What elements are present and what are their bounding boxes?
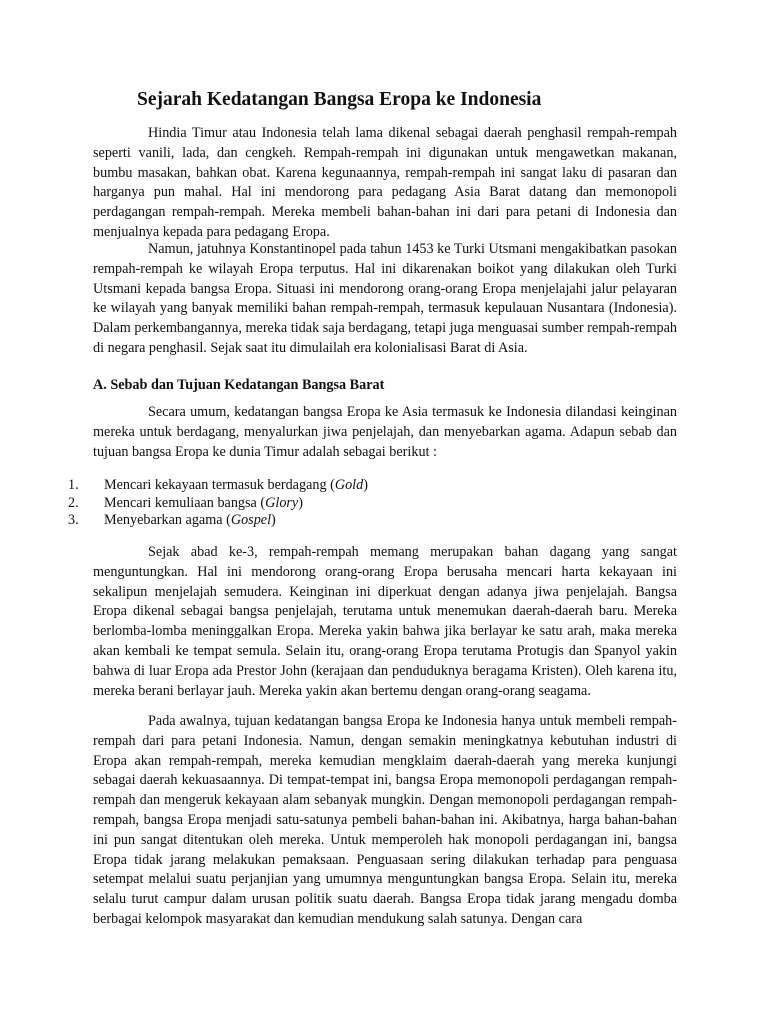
paragraph-monopoly: Pada awalnya, tujuan kedatangan bangsa Eropa ke Indonesia hanya untuk membeli rempah-rempah dari para petani Indonesia. Namun, dengan semakin meningkatnya kebutuhan industri di Eropa akan rempah-rempah, mereka kemudian mengklaim daerah-daerah yang mereka kunjungi sebagai daerah kekuasaannya. Di tempat-tempat ini, bangsa Eropa memonopoli perdagangan rempah-rempah dan mengeruk kekayaan alam sebanyak mungkin. Dengan memonopoli perdagangan rempah-rempah, bangsa Eropa menjadi satu-satunya pembeli bahan-bahan ini. Akibatnya, harga bahan-bahan ini pun sangat ditentukan oleh mereka. Untuk memperoleh hak monopoli perdagangan ini, bangsa Eropa tidak jarang melakukan pemaksaan. Penguasaan sering dilakukan terhadap para penguasa setempat melalui suatu perjanjian yang umumnya menguntungkan bangsa Eropa. Selain itu, mereka selalu turut campur dalam urusan politik suatu daerah. Bangsa Eropa tidak jarang mengadu domba berbagai kelompok masyarakat dan kemudian mendukung salah satunya. Dengan cara	[93, 713, 677, 927]
page-title: Sejarah Kedatangan Bangsa Eropa ke Indonesia	[137, 89, 542, 110]
list-item-text: Mencari kekayaan termasuk berdagang (Gold)	[104, 477, 368, 493]
paragraph-spice-trade: Sejak abad ke-3, rempah-rempah memang merupakan bahan dagang yang sangat menguntungkan. Hal ini mendorong orang-orang Eropa berusaha mencari harta kekayaan ini sekalipun menjelajah semudera. Keinginan ini diperkuat dengan adanya jiwa penjelajah. Bangsa Eropa dikenal sebagai bangsa penjelajah, terutama untuk menemukan daerah-daerah baru. Mereka berlomba-lomba meninggalkan Eropa. Mereka yakin bahwa jika berlayar ke satu arah, maka mereka akan kembali ke tempat semula. Selain itu, orang-orang Eropa terutama Protugis dan Spanyol yakin bahwa di luar Eropa ada Prestor John (kerajaan dan penduduknya beragama Kristen). Oleh karena itu, mereka berani berlayar jauh. Mereka yakin akan bertemu dengan orang-orang seagama.	[93, 544, 677, 699]
list-item-number: 3.	[68, 512, 79, 528]
paragraph-intro: Hindia Timur atau Indonesia telah lama dikenal sebagai daerah penghasil rempah-rempah seperti vanili, lada, dan cengkeh. Rempah-rempah ini digunakan untuk mengawetkan makanan, bumbu masakan, bahkan obat. Karena kegunaannya, rempah-rempah ini sangat laku di pasaran dan harganya pun mahal. Hal ini mendorong para pedagang Asia Barat datang dan memonopoli perdagangan rempah-rempah. Mereka membeli bahan-bahan ini dari para petani di Indonesia dan menjualnya kepada para pedagang Eropa.	[93, 125, 677, 240]
paragraph-constantinople: Namun, jatuhnya Konstantinopel pada tahun 1453 ke Turki Utsmani mengakibatkan pasokan rempah-rempah ke wilayah Eropa terputus. Hal ini dikarenakan boikot yang dilakukan oleh Turki Utsmani kepada bangsa Eropa. Situasi ini mendorong orang-orang Eropa menjelajahi jalur pelayaran ke wilayah yang banyak memiliki bahan rempah-rempah, termasuk kepulauan Nusantara (Indonesia). Dalam perkembangannya, mereka tidak saja berdagang, tetapi juga menguasai sumber rempah-rempah di negara penghasil. Sejak saat itu dimulailah era kolonialisasi Barat di Asia.	[93, 241, 677, 356]
list-item-text: Mencari kemuliaan bangsa (Glory)	[104, 494, 303, 511]
paragraph-section-a-intro: Secara umum, kedatangan bangsa Eropa ke Asia termasuk ke Indonesia dilandasi keinginan mereka untuk berdagang, menyalurkan jiwa penjelajah, dan menyebarkan agama. Adapun sebab dan tujuan bangsa Eropa ke dunia Timur adalah sebagai berikut :	[93, 404, 677, 460]
list-item-text: Menyebarkan agama (Gospel)	[104, 512, 276, 528]
list-item-number: 1.	[68, 477, 79, 493]
list-item-number: 2.	[68, 494, 79, 511]
section-heading-a: A. Sebab dan Tujuan Kedatangan Bangsa Barat	[93, 377, 385, 393]
